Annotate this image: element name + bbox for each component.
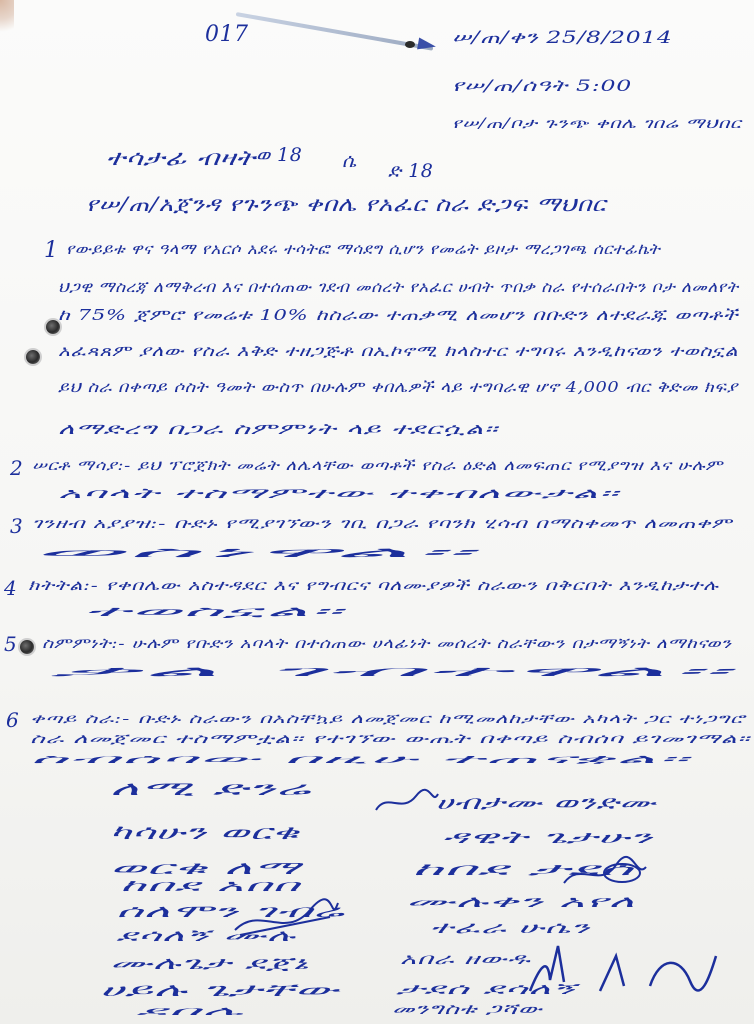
item-1-line-2: ህጋዊ ማስረጃ ለማቅረብ እና በተሰጠው ገደብ መሰረት የአፈር ሀብት ጥበቃ ስራ የተሰራበትን ቦታ ለመለየት xyxy=(58,278,739,296)
signature-scribble-right-1 xyxy=(372,788,442,818)
attendee-left-2: ካሳሁን ወርቁ xyxy=(110,820,300,844)
item-4-line-2: ተወስኗል። xyxy=(84,604,344,620)
header-time: የሠ/ጠ/ሰዓት 5:00 xyxy=(452,76,632,95)
item-2-line-2: አባላት ተስማምተው ተቀብለውታል። xyxy=(58,486,620,502)
item-3-line-1: ገንዘብ አያያዝ:- ቡድኑ የሚያገኘውን ገቢ በጋራ የባንክ ሂሳብ በማስቀመጥ ለመጠቀም xyxy=(32,516,733,532)
staple-mark xyxy=(236,12,434,51)
item-1-number: 1 xyxy=(44,238,59,263)
punch-hole-bottom xyxy=(20,640,34,654)
item-4-number: 4 xyxy=(4,576,18,600)
attendee-right-8: መንግስቱ ጋሻው xyxy=(392,1000,543,1018)
staple-tip xyxy=(405,41,415,48)
attendee-right-5: ተፈራ ሁሴን xyxy=(430,918,591,937)
item-2-line-1: ሠርቶ ማሳያ:- ይህ ፕሮጀክት መሬት ለሌላቸው ወጣቶች የስራ ዕድል ለመፍጠር የሚያግዝ እና ሁሉም xyxy=(32,458,723,474)
item-1-line-3: ከ 75% ጀምሮ የመሬቱ 10% ከስራው ተጠቃሚ ለመሆን በቡድን ለተደራጁ ወጣቶች xyxy=(58,306,739,324)
agenda-title: የሠ/ጠ/አጀንዳ የጉንጭ ቀበሌ የአፈር ስራ ድጋፍ ማህበር xyxy=(86,192,607,216)
signature-scribble-left xyxy=(230,895,340,945)
attendee-left-8: ሀይሉ ጌታቸው xyxy=(100,980,340,1001)
attendee-left-6: ደሳለኝ ሙሉ xyxy=(116,926,296,945)
attendee-left-1: ለሚ ድንሬ xyxy=(110,778,312,800)
participants-label: ተሳታፊ ብዛት xyxy=(106,146,256,170)
attendee-right-6: አበራ ዘውዱ xyxy=(400,950,531,968)
item-5-number: 5 xyxy=(4,632,18,656)
header-place: የሠ/ጠ/ቦታ ጉንጭ ቀበሌ ገበሬ ማህበር xyxy=(452,116,742,132)
page-number: 017 xyxy=(205,22,249,47)
item-6-line-1: ቀጣይ ስራ:- ቡድኑ ስራውን በአስቸኳይ ለመጀመር ከሚመለከታቸው አካላት ጋር ተነጋግሮ xyxy=(30,712,746,727)
attendee-left-7: ሙሉጌታ ደጀኔ xyxy=(110,954,309,974)
item-5-line-2: ቃል ገብተዋል። xyxy=(50,664,732,680)
item-1-line-5: ይህ ስራ በቀጣይ ሶስት ዓመት ውስጥ በሁሉም ቀበሌዎች ላይ ተግባራዊ ሆኖ 4,000 ብር ቅድመ ክፍያ xyxy=(58,378,738,396)
attendee-left-9: ደበሌ xyxy=(136,1004,246,1018)
attendee-right-4: ሙሉቀን አየለ xyxy=(406,892,636,911)
signature-scribble-right-2 xyxy=(560,855,650,895)
attendee-right-7: ታደሰ ደሳለኝ xyxy=(396,980,576,998)
item-2-number: 2 xyxy=(10,456,24,480)
arrow-mark xyxy=(417,38,437,53)
item-6-line-2: ስራ ለመጀመር ተስማምቷል። የተገኘው ውጤት በቀጣይ ስብሰባ ይገመገማል። xyxy=(30,732,751,747)
item-6-line-3: ስብሰባው በዚሁ ተጠናቋል። xyxy=(30,752,690,766)
signature-scribble-right-3 xyxy=(520,936,720,1006)
participants-female: ሴ xyxy=(342,150,357,172)
item-3-line-2: ወስነዋል። xyxy=(32,545,475,561)
attendee-right-1: ሀብታሙ ወንድሙ xyxy=(436,792,656,814)
punch-hole-middle xyxy=(26,350,40,364)
item-4-line-1: ክትትል:- የቀበሌው አስተዳደር እና የግብርና ባለሙያዎች ስራውን በቅርበት እንዲከታተሉ xyxy=(28,578,719,594)
attendee-right-2: ዳዊት ጌታሁን xyxy=(442,828,654,848)
item-1-line-6: ለማድረግ በጋራ ስምምነት ላይ ተደርሷል። xyxy=(58,420,499,438)
item-3-number: 3 xyxy=(10,514,24,538)
attendee-left-4: ከበደ አበበ xyxy=(120,876,301,895)
item-5-line-1: ስምምነት:- ሁሉም የቡድን አባላት በተሰጠው ሀላፊነት መሰረት ስራቸውን በታማኝነት ለማከናወን xyxy=(42,636,732,652)
header-date: ሠ/ጠ/ቀን 25/8/2014 xyxy=(452,28,673,48)
participants-male: ወ 18 xyxy=(256,144,303,166)
item-6-number: 6 xyxy=(6,708,20,732)
participants-total: ድ 18 xyxy=(388,160,434,182)
attendee-left-5: ሰለሞን ገብሬ xyxy=(116,902,345,922)
item-1-line-4: አፈጻጸም ያለው የስራ እቅድ ተዘጋጅቶ በኢኮኖሚ ክላስተር ተግባሩ እንዲከናወን ተወስኗል xyxy=(58,342,739,360)
item-1-line-1: የውይይቱ ዋና ዓላማ የአርሶ አደሩ ተሳትፎ ማሳደግ ሲሆን የመሬት ይዞታ ማረጋገጫ ሰርተፊኬት xyxy=(66,240,661,258)
finger-shadow xyxy=(0,0,14,40)
attendee-left-3: ወርቁ ለማ xyxy=(110,858,301,879)
attendee-right-3: ከበደ ታደሰ xyxy=(412,860,634,880)
